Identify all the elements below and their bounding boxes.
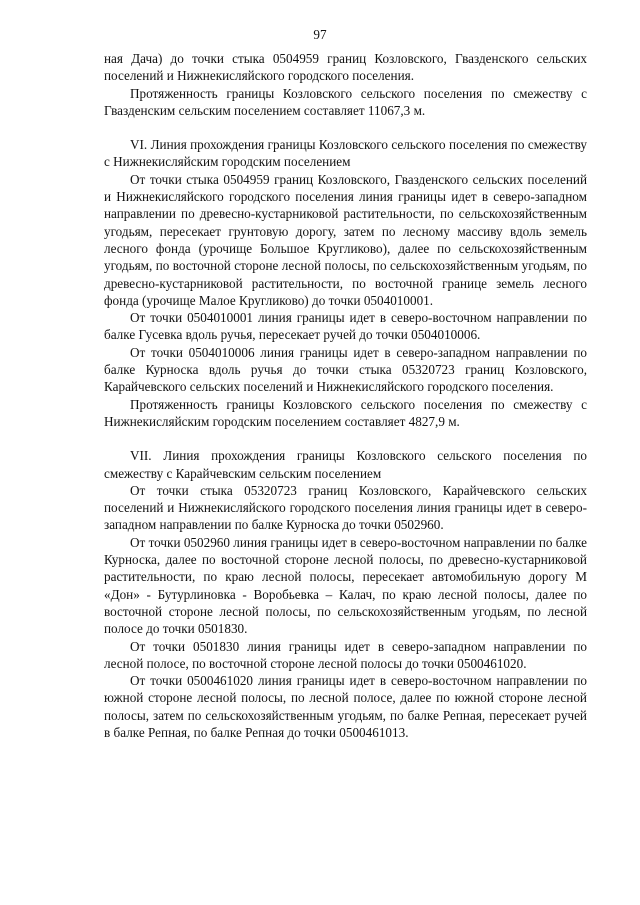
paragraph-vi-2: От точки 0504010001 линия границы идет в северо-восточном направлении по балке Гусевка вдоль ручья, пересекает ручей до точки 0504010006. (104, 310, 587, 343)
paragraph-vii-3: От точки 0501830 линия границы идет в северо-западном направлении по лесной полосе, по восточной стороне лесной полосы до точки 0500461020. (104, 638, 587, 671)
paragraph-continuation: ная Дача) до точки стыка 0504959 границ Козловского, Гвазденского сельских поселений и Нижнекисляйского городского поселения. (104, 51, 587, 84)
page-number: 97 (313, 27, 327, 42)
paragraph-length-nizhnekislyay: Протяженность границы Козловского сельского поселения по смежеству с Нижнекисляйским городским поселением составляет 4827,9 м. (104, 396, 587, 429)
paragraph-vii-2: От точки 0502960 линия границы идет в северо-восточном направлении по балке Курноска, далее по восточной стороне лесной полосы, по древесно-кустарниковой растительности, по краю лесной полосы, пересекает автомобильную дорогу М «Дон» - Бутурлиновка - Воробьевка – Калач, по краю лесной полосы, далее по восточной стороне лесной полосы, по сельскохозяйственным угодьям, по лесной полосе до точки 0501830. (104, 534, 587, 637)
paragraph-vii-1: От точки стыка 05320723 границ Козловского, Карайчевского сельских поселений и Нижнекисляйского городского поселения линия границы идет в северо-западном направлении по балке Курноска до точки 0502960. (104, 482, 587, 533)
paragraph-vi-3: От точки 0504010006 линия границы идет в северо-западном направлении по балке Курноска вдоль ручья до точки стыка 05320723 границ Козловского, Карайчевского сельских поселений и Нижнекисляйского городского поселения. (104, 344, 587, 395)
paragraph-length-gvazdenskoe: Протяженность границы Козловского сельского поселения по смежеству с Гвазденским сельским поселением составляет 11067,3 м. (104, 85, 587, 118)
paragraph-vii-4: От точки 0500461020 линия границы идет в северо-восточном направлении по южной стороне лесной полосы, по лесной полосе, далее по южной стороне лесной полосы, затем по сельскохозяйственным угодьям, по балке Репная, пересекает ручей в балке Репная, по балке Репная до точки 0500461013. (104, 673, 587, 740)
paragraph-vi-1: От точки стыка 0504959 границ Козловского, Гвазденского сельских поселений и Нижнекисляйского городского поселения линия границы идет в северо-западном направлении по древесно-кустарниковой растительности, по сельскохозяйственным угодьям, пересекает грунтовую дорогу, затем по лесному массиву вдоль земель лесного фонда (урочище Большое Кругликово), далее по сельскохозяйственным угодьям, по восточной стороне лесной полосы, по сельскохозяйственным угодьям, по древесно-кустарниковой растительности, по восточной границе земель лесного фонда (урочище Малое Кругликово) до точки 0504010001. (104, 171, 587, 308)
document-body (104, 50, 587, 741)
section-heading-vii: VII. Линия прохождения границы Козловского сельского поселения по смежеству с Карайчевским сельским поселением (104, 448, 587, 481)
section-heading-vi: VI. Линия прохождения границы Козловского сельского поселения по смежеству с Нижнекисляйским городским поселением (104, 137, 587, 170)
